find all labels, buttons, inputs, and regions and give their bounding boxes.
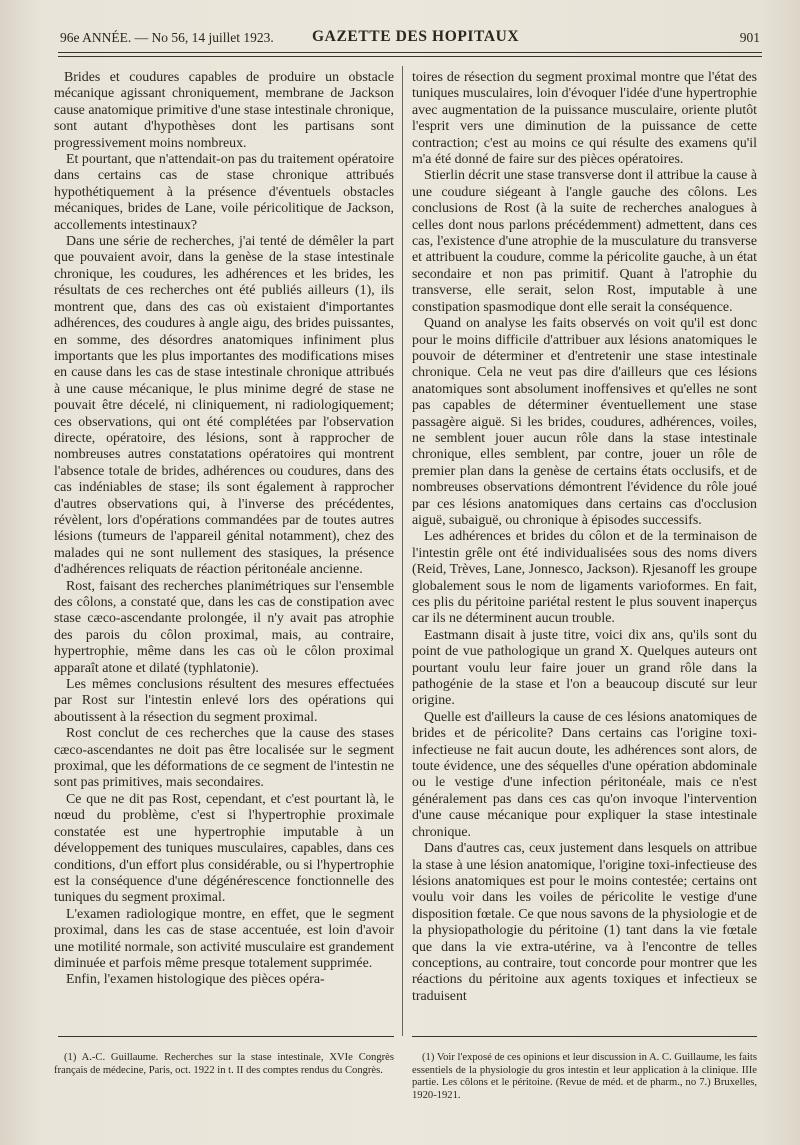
footnote-text: (1) A.-C. Guillaume. Recherches sur la stase intestinale, XVIe Congrès français de médecine, Paris, oct. 1922 in t. II des comptes rendus du Congrès. [54, 1052, 394, 1076]
paragraph: Rost conclut de ces recherches que la cause des stases cæco-ascendantes ne doit pas être localisée sur le segment proximal, que les déformations de ce segment de l'intestin ne sont pas primitives, mais secondaires. [54, 726, 394, 791]
paragraph: Enfin, l'examen histologique des pièces opéra- [66, 972, 325, 988]
footnote-rule-left [58, 1036, 394, 1037]
paragraph: Quand on analyse les faits observés on voit qu'il est donc pour le moins difficile d'attribuer aux lésions anatomiques le pouvoir de déterminer et d'entretenir une stase intestinale chronique. Cela ne veut pas dire d'ailleurs que ces lésions anatomiques sont absolument inoffensives et qu'elles ne sont pas capables de déterminer éventuellement une stase passagère aiguë. Si les brides, coudures, adhérences, voiles, ne semblent jouer aucun rôle dans la stase intestinale chronique, elles semblent, par contre, jouer un rôle de premier plan dans la genèse de certains états occlusifs, et de nombreuses observations démontrent l'évidence du rôle joué par ces lésions anatomiques dans certains cas d'occlusion aiguë, subaiguë, ou chronique à épisodes successifs. [412, 316, 757, 528]
paragraph: Ce que ne dit pas Rost, cependant, et c'est pourtant là, le nœud du problème, c'est si l'hypertrophie proximale constatée est une hypertrophie imputable à un développement des tuniques musculaires, capables, dans ces conditions, d'un effort plus considérable, ou si l'hypertrophie est la conséquence d'une dégénérescence fonctionnelle des tuniques du segment proximal. [54, 791, 394, 906]
footnote-right [412, 1052, 757, 1102]
footnote-text: (1) Voir l'exposé de ces opinions et leur discussion in A. C. Guillaume, les faits essentiels de la physiologie du gros intestin et leur application à la clinique. IIIe partie. Les côlons et le péritoine. (Revue de méd. et de pharm., no 7.) Bruxelles, 1920-1921. [412, 1052, 757, 1101]
paragraph: Stierlin décrit une stase transverse dont il attribue la cause à une coudure siégeant à l'angle gauche des côlons. Les conclusions de Rost (à la suite de recherches analogues à celles dont nous parlons précédemment) admettent, dans ces cas, l'existence d'une atrophie de la musculature du transverse et attribuent la coudure, comme la péricolite gauche, à un état secondaire et non pas primitif. Quant à l'atrophie du transverse, elle serait, selon Rost, imputable à une constipation spasmodique dont elle serait la conséquence. [412, 168, 757, 315]
paragraph: Rost, faisant des recherches planimétriques sur l'ensemble des côlons, a constaté que, dans les cas de constipation avec stase cæco-ascendante prolongée, il n'y avait pas atrophie des parois du côlon proximal, mais, au contraire, hypertrophie, même dans les cas où le côlon proximal apparaît atone et dilaté (typhlatonie). [54, 578, 394, 676]
paragraph: Les mêmes conclusions résultent des mesures effectuées par Rost sur l'intestin enlevé lors des opérations qui aboutissent à la résection du segment proximal. [54, 677, 394, 725]
header-rule-thick [58, 52, 762, 53]
paragraph: Eastmann disait à juste titre, voici dix ans, qu'ils sont du point de vue pathologique un grand X. Quelques auteurs ont pourtant voulu leur faire jouer un grand rôle dans la pathogénie de la stase et l'on a beaucoup discuté sur leur origine. [412, 627, 757, 709]
header-rule-thin [58, 56, 762, 57]
paragraph: Et pourtant, que n'attendait-on pas du traitement opératoire dans certains cas de stase chronique attribués hypothétiquement à la présence d'éventuels obstacles mécaniques, brides de Lane, voile péricolitique de Jackson, accollements intestinaux? [54, 152, 394, 233]
paragraph: Dans une série de recherches, j'ai tenté de démêler la part que pouvaient avoir, dans la genèse de la stase intestinale chronique, les coudures, les adhérences et les brides, les résultats de ces recherches ont été publiés ailleurs (1), ils montrent que, dans des cas où existaient d'importantes adhérences, des coudures à angle aigu, des brides puissantes, en somme, des désordres anatomiques infiniment plus importants que les plus importantes des modifications mises en cause dans les cas de stase intestinale chronique attribués à une cause mécanique, le plus minime degré de stase ne pouvait être décelé, ni cliniquement, ni radiologiquement; ces observations, qui ont été complétées par l'observation directe, opératoire, des lésions, sont à rapprocher de nombreuses autres constatations opératoires qui montrent l'absence totale de brides, adhérences ou coudures, dans des cas indéniables de stase; ils sont également à rapprocher d'autres observations qui, à l'inverse des précédentes, révèlent, lors d'opérations commandées par de toutes autres lésions (tumeurs de l'appareil génital notamment), chez des malades qui ne sont nullement des stasiques, la présence d'adhérences reliquats de réaction péritonéale ancienne. [54, 234, 394, 578]
left-column [54, 70, 394, 989]
paragraph: Quelle est d'ailleurs la cause de ces lésions anatomiques de brides et de péricolite? Dans certains cas l'origine toxi-infectieuse ne fait aucun doute, les adhérences sont alors, de toute évidence, une des séquelles d'une opération abdominale ou le vestige d'une infection péritonéale, mais ce n'est généralement pas dans ces cas qu'on invoque l'intervention d'une cause mécanique pour expliquer la stase intestinale chronique. [412, 709, 757, 840]
page-header [60, 28, 760, 50]
right-column [412, 70, 757, 1005]
journal-title: GAZETTE DES HOPITAUX [312, 28, 520, 45]
column-divider [402, 66, 403, 1036]
footnote-left [54, 1052, 394, 1077]
page-number: 901 [739, 30, 760, 45]
footnote-rule-right [412, 1036, 757, 1037]
paragraph: toires de résection du segment proximal montre que l'état des tuniques musculaires, loin d'évoquer l'idée d'une hypertrophie avec augmentation de la puissance musculaire, oriente plutôt l'esprit vers une diminution de la puissance de cette contraction; c'est au moins ce qui résulte des examens qu'il m'a été donné de faire sur des pièces opératoires. [412, 70, 757, 168]
paragraph: Dans d'autres cas, ceux justement dans lesquels on attribue la stase à une lésion anatomique, l'origine toxi-infectieuse des lésions anatomiques est pour le moins contestée; certains ont voulu voir dans les voiles de péricolite le vestige d'une disposition fœtale. Ce que nous savons de la physiologie et de la physiopathologie du péritoine (1) tant dans la vie fœtale que dans la vie extra-utérine, va à l'encontre de telles conceptions, au contraire, tout concorde pour montrer que les réactions du péritoine aux agents toxiques et infectieux se traduisent [412, 841, 757, 1004]
paragraph: Les adhérences et brides du côlon et de la terminaison de l'intestin grêle ont été individualisées sous des noms divers (Reid, Trèves, Lane, Jonnesco, Jackson). Rjesanoff les groupe globalement sous le nom de ligaments varioformes. En fait, ces plis du péritoine pariétal restent le plus souvent inaperçus car ils ne déterminent aucun trouble. [412, 529, 757, 627]
paragraph: L'examen radiologique montre, en effet, que le segment proximal, dans les cas de stase accentuée, est loin d'avoir une motilité normale, son activité musculaire est grandement diminuée et parfois même presque totalement supprimée. [54, 906, 394, 971]
issue-line: 96e ANNÉE. — No 56, 14 juillet 1923. [60, 30, 274, 45]
paragraph: Brides et coudures capables de produire un obstacle mécanique agissant chroniquement, membrane de Jackson cause anatomique primitive d'une stase intestinale chronique, sont autant d'hypothèses dont les partisans sont progressivement moins nombreux. [54, 70, 395, 151]
